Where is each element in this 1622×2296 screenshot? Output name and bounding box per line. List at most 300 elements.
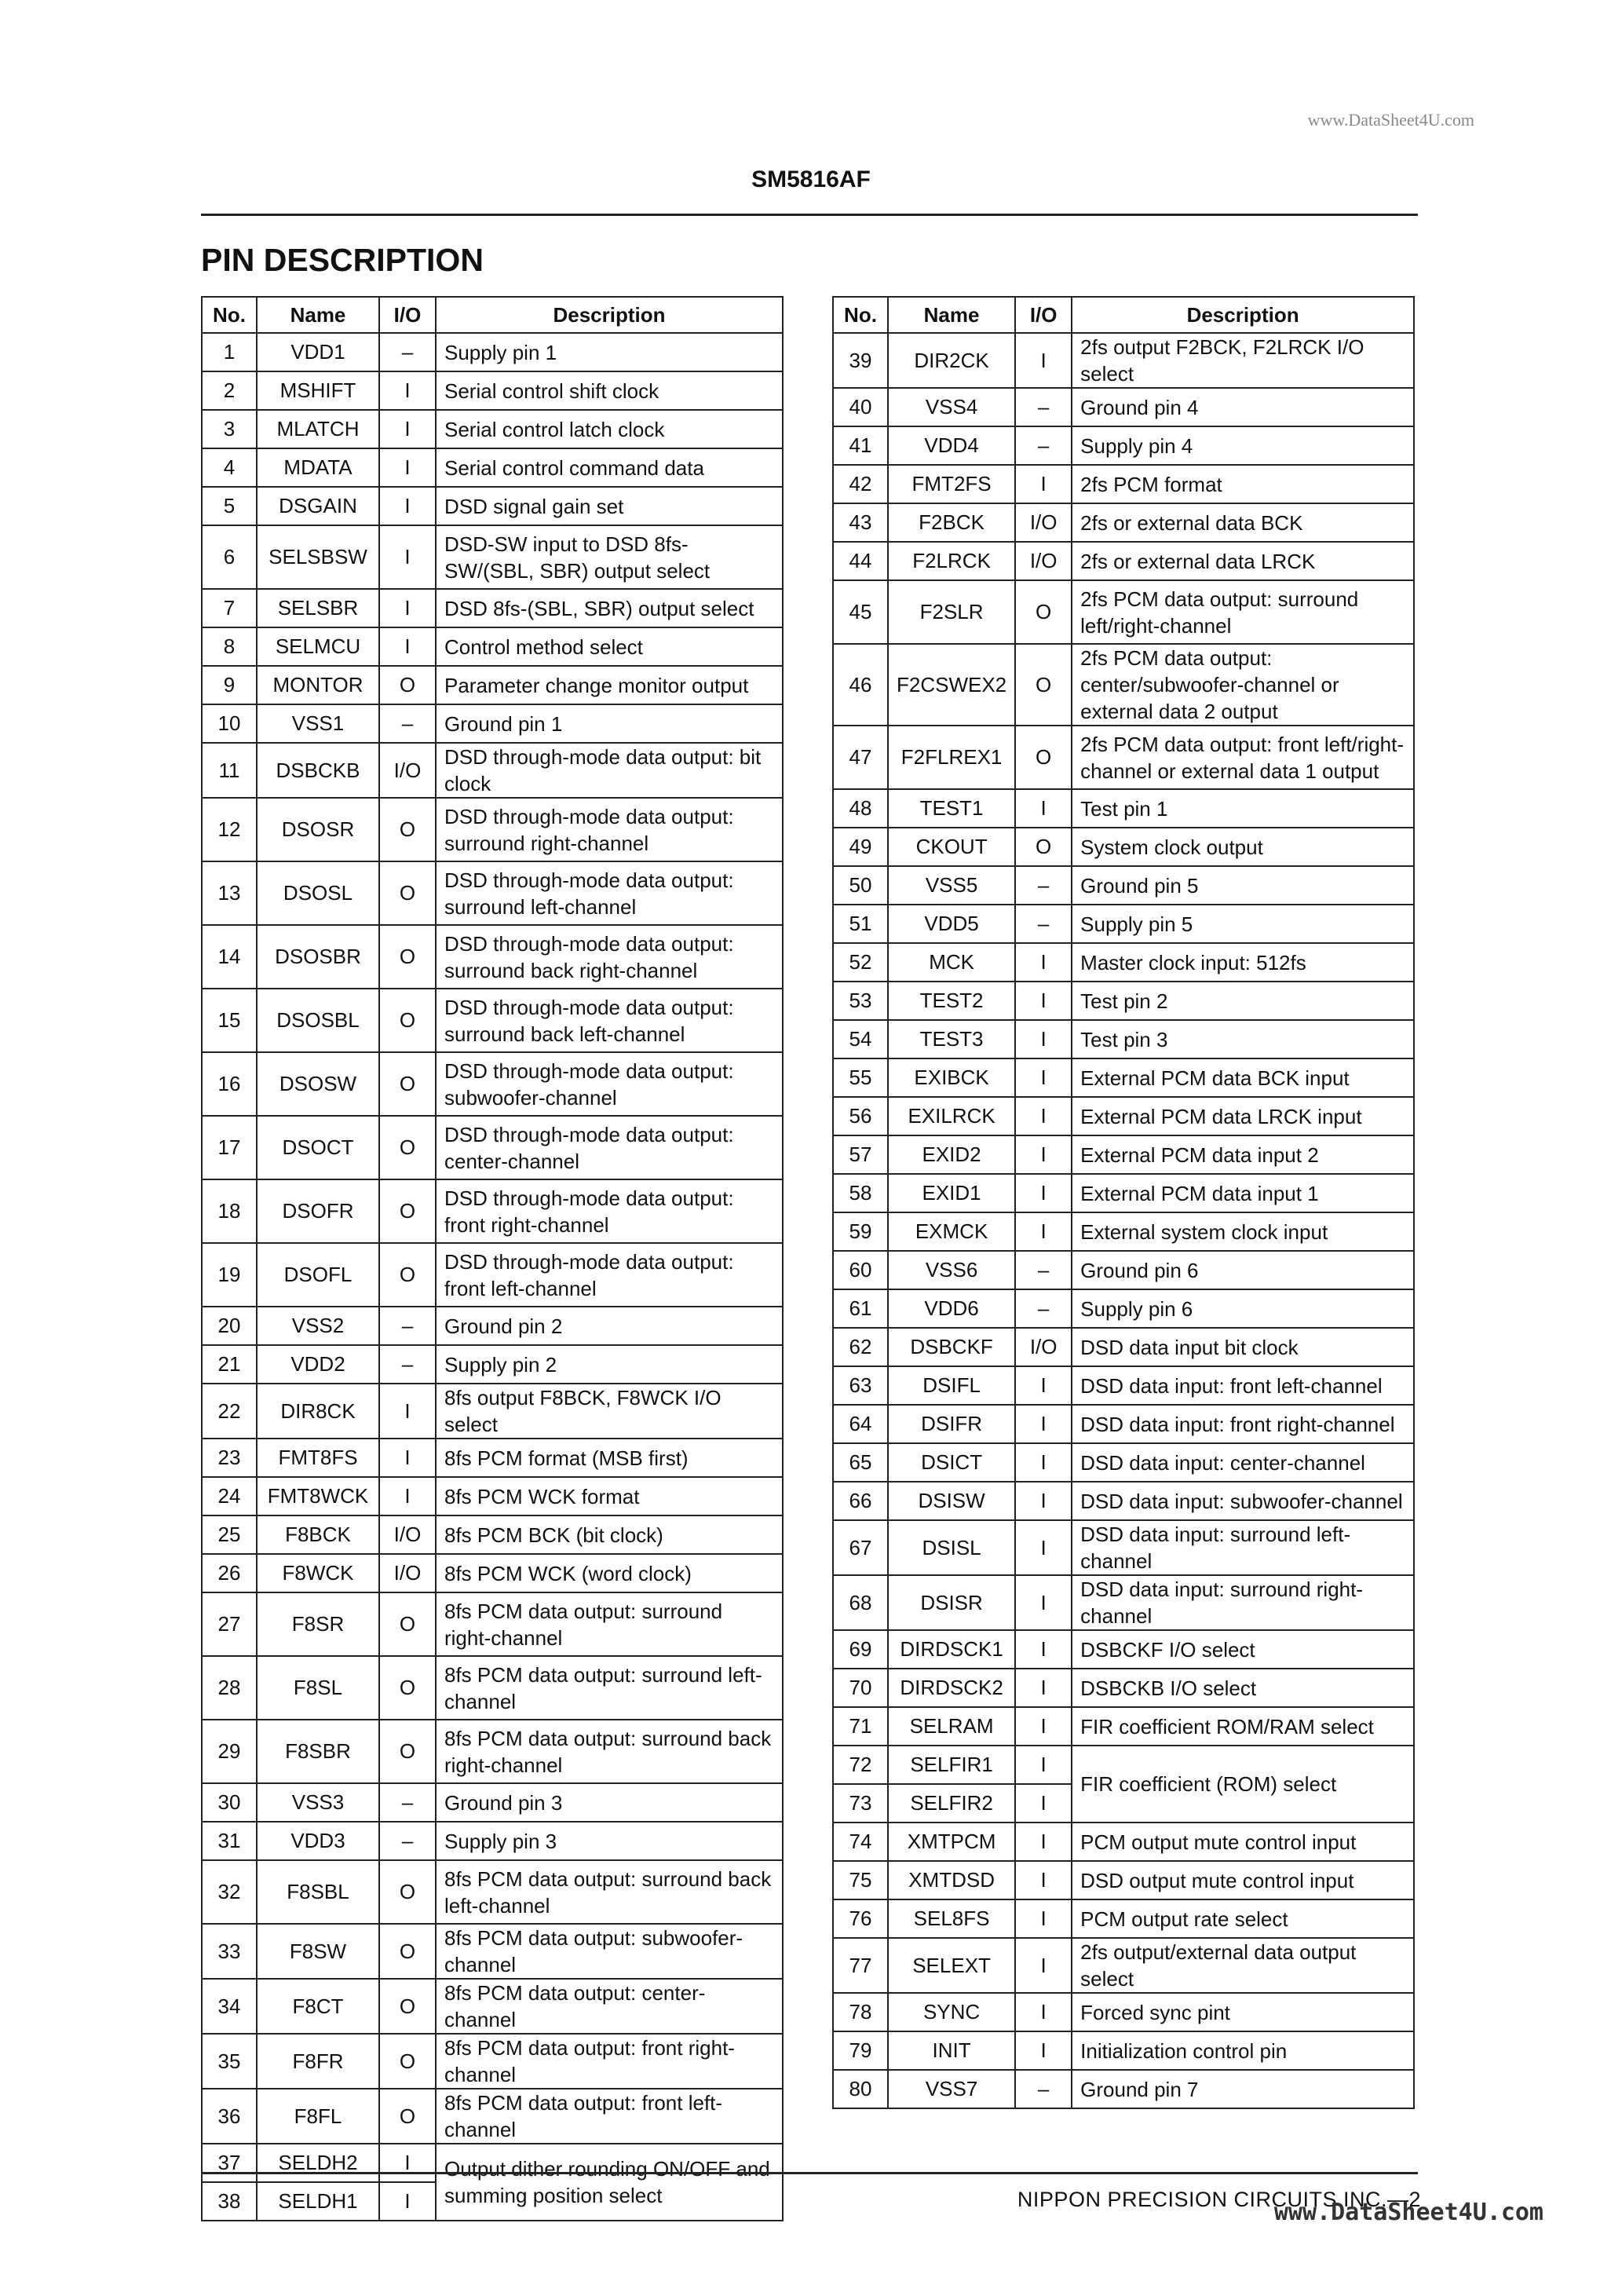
pin-number: 42 <box>833 465 888 503</box>
pin-io: O <box>379 1179 436 1243</box>
table-row <box>202 2144 783 2182</box>
pin-name: F8SL <box>257 1656 379 1720</box>
pin-description: System clock output <box>1072 828 1414 866</box>
pin-number: 43 <box>833 503 888 542</box>
pin-number: 2 <box>202 371 257 410</box>
pin-number: 65 <box>833 1443 888 1482</box>
table-row <box>202 410 783 448</box>
pin-description: 2fs output F2BCK, F2LRCK I/O select <box>1072 333 1414 388</box>
pin-description: External PCM data input 1 <box>1072 1174 1414 1212</box>
table-row <box>833 1405 1414 1443</box>
pin-name: F8WCK <box>257 1554 379 1592</box>
pin-name: DSOSBR <box>257 925 379 989</box>
pin-number: 27 <box>202 1592 257 1656</box>
pin-number: 1 <box>202 333 257 371</box>
pin-number: 32 <box>202 1860 257 1924</box>
pin-number: 26 <box>202 1554 257 1592</box>
pin-description: DSD through-mode data output: front right-channel <box>436 1179 783 1243</box>
pin-io: – <box>1015 866 1072 905</box>
pin-name: DSIFR <box>888 1405 1015 1443</box>
pin-io: O <box>1015 580 1072 644</box>
pin-io: I <box>379 627 436 666</box>
pin-name: SELDH1 <box>257 2182 379 2221</box>
pin-description: 2fs PCM data output: front left/right-channel or external data 1 output <box>1072 726 1414 789</box>
table-row <box>202 1384 783 1439</box>
pin-description: Ground pin 3 <box>436 1783 783 1822</box>
pin-name: VDD2 <box>257 1345 379 1384</box>
pin-io: O <box>379 798 436 861</box>
pin-number: 73 <box>833 1784 888 1823</box>
pin-io: I <box>379 525 436 589</box>
pin-io: – <box>1015 905 1072 943</box>
pin-description: Serial control latch clock <box>436 410 783 448</box>
pin-name: SELFIR2 <box>888 1784 1015 1823</box>
pin-io: – <box>379 1307 436 1345</box>
table-row <box>833 1443 1414 1482</box>
pin-description: Ground pin 4 <box>1072 388 1414 426</box>
col-header-name: Name <box>257 297 379 333</box>
pin-description: DSD data input: front left-channel <box>1072 1366 1414 1405</box>
col-header-no: No. <box>202 297 257 333</box>
pin-io: O <box>379 1860 436 1924</box>
pin-name: DSOFR <box>257 1179 379 1243</box>
pin-name: F8CT <box>257 1979 379 2034</box>
pin-description: PCM output rate select <box>1072 1899 1414 1938</box>
pin-name: DSOSBL <box>257 989 379 1052</box>
pin-io: I <box>1015 1938 1072 1993</box>
pin-io: I <box>1015 333 1072 388</box>
col-header-name: Name <box>888 297 1015 333</box>
pin-name: F8FL <box>257 2089 379 2144</box>
pin-description: 2fs or external data LRCK <box>1072 542 1414 580</box>
pin-description: 2fs PCM data output: surround left/right-channel <box>1072 580 1414 644</box>
pin-number: 52 <box>833 943 888 982</box>
pin-description: 8fs PCM data output: surround back left-channel <box>436 1860 783 1924</box>
pin-description: 2fs PCM data output: center/subwoofer-channel or external data 2 output <box>1072 644 1414 726</box>
pin-name: VDD1 <box>257 333 379 371</box>
pin-description: DSD through-mode data output: surround left-channel <box>436 861 783 925</box>
pin-name: TEST1 <box>888 789 1015 828</box>
pin-description: DSD through-mode data output: surround back right-channel <box>436 925 783 989</box>
table-row <box>202 989 783 1052</box>
pin-io: I <box>1015 982 1072 1020</box>
pin-name: VDD4 <box>888 426 1015 465</box>
pin-description: Initialization control pin <box>1072 2031 1414 2070</box>
pin-name: VSS3 <box>257 1783 379 1822</box>
pin-io: I <box>1015 1993 1072 2031</box>
pin-number: 77 <box>833 1938 888 1993</box>
pin-io: – <box>1015 388 1072 426</box>
pin-description: Forced sync pint <box>1072 1993 1414 2031</box>
table-row <box>833 465 1414 503</box>
pin-description: 8fs output F8BCK, F8WCK I/O select <box>436 1384 783 1439</box>
table-row <box>202 1656 783 1720</box>
pin-name: FMT8WCK <box>257 1477 379 1515</box>
pin-name: DIR8CK <box>257 1384 379 1439</box>
pin-description: Supply pin 3 <box>436 1822 783 1860</box>
pin-name: SELSBSW <box>257 525 379 589</box>
pin-name: SELFIR1 <box>888 1746 1015 1784</box>
pin-description: DSD through-mode data output: front left-channel <box>436 1243 783 1307</box>
pin-name: VSS4 <box>888 388 1015 426</box>
pin-number: 23 <box>202 1439 257 1477</box>
table-header-row <box>202 297 783 333</box>
table-row <box>833 943 1414 982</box>
pin-number: 30 <box>202 1783 257 1822</box>
table-row <box>202 666 783 704</box>
pin-io: I/O <box>1015 542 1072 580</box>
pin-description: 8fs PCM WCK (word clock) <box>436 1554 783 1592</box>
pin-number: 33 <box>202 1924 257 1979</box>
pin-io: I <box>1015 1212 1072 1251</box>
pin-number: 51 <box>833 905 888 943</box>
table-row <box>833 1575 1414 1630</box>
pin-description: Supply pin 6 <box>1072 1289 1414 1328</box>
pin-io: I/O <box>379 1554 436 1592</box>
pin-name: VDD6 <box>888 1289 1015 1328</box>
pin-description: Ground pin 5 <box>1072 866 1414 905</box>
pin-name: VSS1 <box>257 704 379 743</box>
pin-description: 8fs PCM data output: center-channel <box>436 1979 783 2034</box>
pin-io: O <box>379 1592 436 1656</box>
table-row <box>833 426 1414 465</box>
pin-io: – <box>379 333 436 371</box>
pin-description: Supply pin 2 <box>436 1345 783 1384</box>
table-row <box>202 1052 783 1116</box>
pin-description: Control method select <box>436 627 783 666</box>
pin-io: I <box>1015 1861 1072 1899</box>
table-row <box>833 1938 1414 1993</box>
pin-description: DSD data input: front right-channel <box>1072 1405 1414 1443</box>
pin-io: I <box>379 410 436 448</box>
pin-name: F8SW <box>257 1924 379 1979</box>
pin-number: 18 <box>202 1179 257 1243</box>
pin-number: 68 <box>833 1575 888 1630</box>
pin-number: 53 <box>833 982 888 1020</box>
pin-io: I <box>1015 1823 1072 1861</box>
pin-number: 5 <box>202 487 257 525</box>
pin-name: DSISL <box>888 1520 1015 1575</box>
pin-io: O <box>379 666 436 704</box>
pin-name: DSICT <box>888 1443 1015 1482</box>
table-row <box>833 1366 1414 1405</box>
pin-name: DIR2CK <box>888 333 1015 388</box>
pin-description: DSD data input bit clock <box>1072 1328 1414 1366</box>
pin-name: SELDH2 <box>257 2144 379 2182</box>
pin-number: 17 <box>202 1116 257 1179</box>
pin-number: 63 <box>833 1366 888 1405</box>
pin-io: I/O <box>1015 1328 1072 1366</box>
table-row <box>833 1212 1414 1251</box>
table-row <box>833 2070 1414 2108</box>
pin-io: – <box>379 1345 436 1384</box>
pin-description: DSD through-mode data output: center-channel <box>436 1116 783 1179</box>
pin-description: 8fs PCM WCK format <box>436 1477 783 1515</box>
pin-number: 79 <box>833 2031 888 2070</box>
pin-description: PCM output mute control input <box>1072 1823 1414 1861</box>
pin-number: 49 <box>833 828 888 866</box>
pin-name: MLATCH <box>257 410 379 448</box>
table-row <box>202 1307 783 1345</box>
pin-number: 36 <box>202 2089 257 2144</box>
pin-name: VSS2 <box>257 1307 379 1345</box>
pin-name: DSOCT <box>257 1116 379 1179</box>
pin-description: DSD through-mode data output: bit clock <box>436 743 783 798</box>
pin-number: 55 <box>833 1058 888 1097</box>
pin-io: – <box>1015 1251 1072 1289</box>
pin-number: 58 <box>833 1174 888 1212</box>
pin-io: I <box>1015 1707 1072 1746</box>
pin-io: I/O <box>379 1515 436 1554</box>
table-row <box>202 2089 783 2144</box>
pin-io: I <box>379 1439 436 1477</box>
table-row <box>202 1720 783 1783</box>
pin-description: DSD through-mode data output: subwoofer-channel <box>436 1052 783 1116</box>
col-header-no: No. <box>833 297 888 333</box>
pin-number: 4 <box>202 448 257 487</box>
pin-name: FMT8FS <box>257 1439 379 1477</box>
pin-name: XMTPCM <box>888 1823 1015 1861</box>
pin-name: SYNC <box>888 1993 1015 2031</box>
pin-io: O <box>379 1243 436 1307</box>
pin-name: F2FLREX1 <box>888 726 1015 789</box>
pin-number: 80 <box>833 2070 888 2108</box>
table-header-row <box>833 297 1414 333</box>
footer-text: NIPPON PRECISION CIRCUITS INC.—2 <box>1017 2188 1421 2211</box>
table-row <box>202 627 783 666</box>
pin-description: DSD-SW input to DSD 8fs-SW/(SBL, SBR) output select <box>436 525 783 589</box>
table-row <box>202 1822 783 1860</box>
table-row <box>833 333 1414 388</box>
table-row <box>202 1924 783 1979</box>
pin-number: 64 <box>833 1405 888 1443</box>
pin-description: Test pin 3 <box>1072 1020 1414 1058</box>
pin-number: 78 <box>833 1993 888 2031</box>
table-row <box>202 1243 783 1307</box>
pin-name: DSBCKF <box>888 1328 1015 1366</box>
table-row <box>833 1020 1414 1058</box>
pin-number: 29 <box>202 1720 257 1783</box>
pin-name: VDD3 <box>257 1822 379 1860</box>
pin-number: 72 <box>833 1746 888 1784</box>
pin-name: EXID2 <box>888 1135 1015 1174</box>
pin-number: 50 <box>833 866 888 905</box>
pin-io: O <box>379 1720 436 1783</box>
pin-description: Ground pin 1 <box>436 704 783 743</box>
pin-description: 8fs PCM BCK (bit clock) <box>436 1515 783 1554</box>
pin-description: DSBCKF I/O select <box>1072 1630 1414 1669</box>
pin-number: 69 <box>833 1630 888 1669</box>
pin-description: External PCM data BCK input <box>1072 1058 1414 1097</box>
pin-io: O <box>379 2089 436 2144</box>
pin-description: DSBCKB I/O select <box>1072 1669 1414 1707</box>
col-header-io: I/O <box>379 297 436 333</box>
pin-io: I <box>379 1384 436 1439</box>
pin-description: 8fs PCM data output: front left-channel <box>436 2089 783 2144</box>
pin-description: DSD data input: center-channel <box>1072 1443 1414 1482</box>
watermark-top: www.DataSheet4U.com <box>1307 110 1474 130</box>
pin-name: DSOSR <box>257 798 379 861</box>
pin-description: Supply pin 1 <box>436 333 783 371</box>
pin-number: 38 <box>202 2182 257 2221</box>
pin-number: 61 <box>833 1289 888 1328</box>
pin-io: I <box>379 2144 436 2182</box>
section-title: PIN DESCRIPTION <box>201 242 484 278</box>
pin-io: – <box>379 1783 436 1822</box>
pin-number: 10 <box>202 704 257 743</box>
pin-number: 24 <box>202 1477 257 1515</box>
table-row <box>202 1439 783 1477</box>
table-row <box>833 1707 1414 1746</box>
pin-io: – <box>379 704 436 743</box>
pin-name: SELSBR <box>257 589 379 627</box>
header-rule <box>201 214 1418 216</box>
pin-name: F2SLR <box>888 580 1015 644</box>
pin-name: EXID1 <box>888 1174 1015 1212</box>
pin-description: Parameter change monitor output <box>436 666 783 704</box>
pin-name: SEL8FS <box>888 1899 1015 1938</box>
table-row <box>202 1592 783 1656</box>
pin-number: 44 <box>833 542 888 580</box>
pin-name: DSISR <box>888 1575 1015 1630</box>
pin-io: O <box>379 1116 436 1179</box>
pin-io: I <box>1015 1058 1072 1097</box>
pin-description: DSD 8fs-(SBL, SBR) output select <box>436 589 783 627</box>
pin-name: VSS6 <box>888 1251 1015 1289</box>
table-row <box>833 388 1414 426</box>
pin-io: I <box>1015 1097 1072 1135</box>
pin-name: DSOSW <box>257 1052 379 1116</box>
table-row <box>202 525 783 589</box>
pin-io: I <box>1015 1135 1072 1174</box>
pin-io: I <box>1015 1405 1072 1443</box>
pin-description: 8fs PCM data output: subwoofer-channel <box>436 1924 783 1979</box>
pin-number: 70 <box>833 1669 888 1707</box>
table-row <box>833 1630 1414 1669</box>
table-row <box>202 1554 783 1592</box>
pin-io: I/O <box>1015 503 1072 542</box>
table-row <box>833 1058 1414 1097</box>
pin-number: 22 <box>202 1384 257 1439</box>
pin-description: Test pin 2 <box>1072 982 1414 1020</box>
pin-name: CKOUT <box>888 828 1015 866</box>
pin-name: DSIFL <box>888 1366 1015 1405</box>
pin-description: External PCM data LRCK input <box>1072 1097 1414 1135</box>
pin-name: INIT <box>888 2031 1015 2070</box>
pin-io: I <box>1015 1784 1072 1823</box>
pin-io: O <box>379 989 436 1052</box>
pin-description: DSD output mute control input <box>1072 1861 1414 1899</box>
table-row <box>833 1135 1414 1174</box>
table-row <box>833 1328 1414 1366</box>
pin-io: I <box>379 2182 436 2221</box>
table-row <box>202 704 783 743</box>
table-row <box>833 982 1414 1020</box>
pin-number: 19 <box>202 1243 257 1307</box>
table-row <box>202 333 783 371</box>
pin-number: 56 <box>833 1097 888 1135</box>
pin-name: F8FR <box>257 2034 379 2089</box>
pin-name: F8SR <box>257 1592 379 1656</box>
pin-description: Supply pin 5 <box>1072 905 1414 943</box>
table-row <box>833 1097 1414 1135</box>
pin-io: I <box>1015 789 1072 828</box>
pin-io: I/O <box>379 743 436 798</box>
pin-description: Ground pin 6 <box>1072 1251 1414 1289</box>
pin-description: Serial control shift clock <box>436 371 783 410</box>
pin-description: 2fs or external data BCK <box>1072 503 1414 542</box>
pin-name: FMT2FS <box>888 465 1015 503</box>
table-row <box>833 905 1414 943</box>
pin-number: 8 <box>202 627 257 666</box>
pin-io: I <box>1015 2031 1072 2070</box>
pin-name: DIRDSCK1 <box>888 1630 1015 1669</box>
pin-description: DSD data input: surround right-channel <box>1072 1575 1414 1630</box>
table-row <box>202 1116 783 1179</box>
pin-io: I <box>379 1477 436 1515</box>
pin-io: O <box>1015 828 1072 866</box>
pin-number: 57 <box>833 1135 888 1174</box>
pin-name: F2BCK <box>888 503 1015 542</box>
pin-io: O <box>1015 644 1072 726</box>
table-row <box>833 1746 1414 1784</box>
pin-table-left <box>201 296 784 2221</box>
pin-io: O <box>379 1979 436 2034</box>
pin-name: DSBCKB <box>257 743 379 798</box>
pin-io: I <box>1015 1174 1072 1212</box>
pin-description: 8fs PCM data output: surround back right-channel <box>436 1720 783 1783</box>
pin-name: XMTDSD <box>888 1861 1015 1899</box>
table-row <box>833 503 1414 542</box>
pin-io: I <box>1015 1630 1072 1669</box>
table-row <box>202 487 783 525</box>
pin-number: 34 <box>202 1979 257 2034</box>
table-row <box>202 798 783 861</box>
pin-name: MONTOR <box>257 666 379 704</box>
pin-description: DSD signal gain set <box>436 487 783 525</box>
pin-name: F2CSWEX2 <box>888 644 1015 726</box>
table-row <box>833 866 1414 905</box>
pin-io: I <box>1015 1899 1072 1938</box>
pin-io: I <box>379 487 436 525</box>
pin-io: I <box>379 448 436 487</box>
pin-number: 25 <box>202 1515 257 1554</box>
table-row <box>833 1289 1414 1328</box>
table-row <box>833 1823 1414 1861</box>
table-row <box>833 1174 1414 1212</box>
pin-number: 3 <box>202 410 257 448</box>
pin-io: O <box>379 1656 436 1720</box>
pin-name: MCK <box>888 943 1015 982</box>
table-row <box>202 861 783 925</box>
pin-name: DSOFL <box>257 1243 379 1307</box>
pin-io: I <box>1015 465 1072 503</box>
pin-number: 21 <box>202 1345 257 1384</box>
pin-description: 8fs PCM data output: surround right-channel <box>436 1592 783 1656</box>
pin-description: Ground pin 2 <box>436 1307 783 1345</box>
pin-io: I <box>1015 1746 1072 1784</box>
pin-name: VSS7 <box>888 2070 1015 2108</box>
pin-io: I <box>1015 1575 1072 1630</box>
table-row <box>833 1899 1414 1938</box>
pin-number: 12 <box>202 798 257 861</box>
pin-number: 66 <box>833 1482 888 1520</box>
pin-number: 46 <box>833 644 888 726</box>
pin-number: 76 <box>833 1899 888 1938</box>
pin-io: – <box>1015 426 1072 465</box>
pin-description: 8fs PCM format (MSB first) <box>436 1439 783 1477</box>
pin-number: 71 <box>833 1707 888 1746</box>
